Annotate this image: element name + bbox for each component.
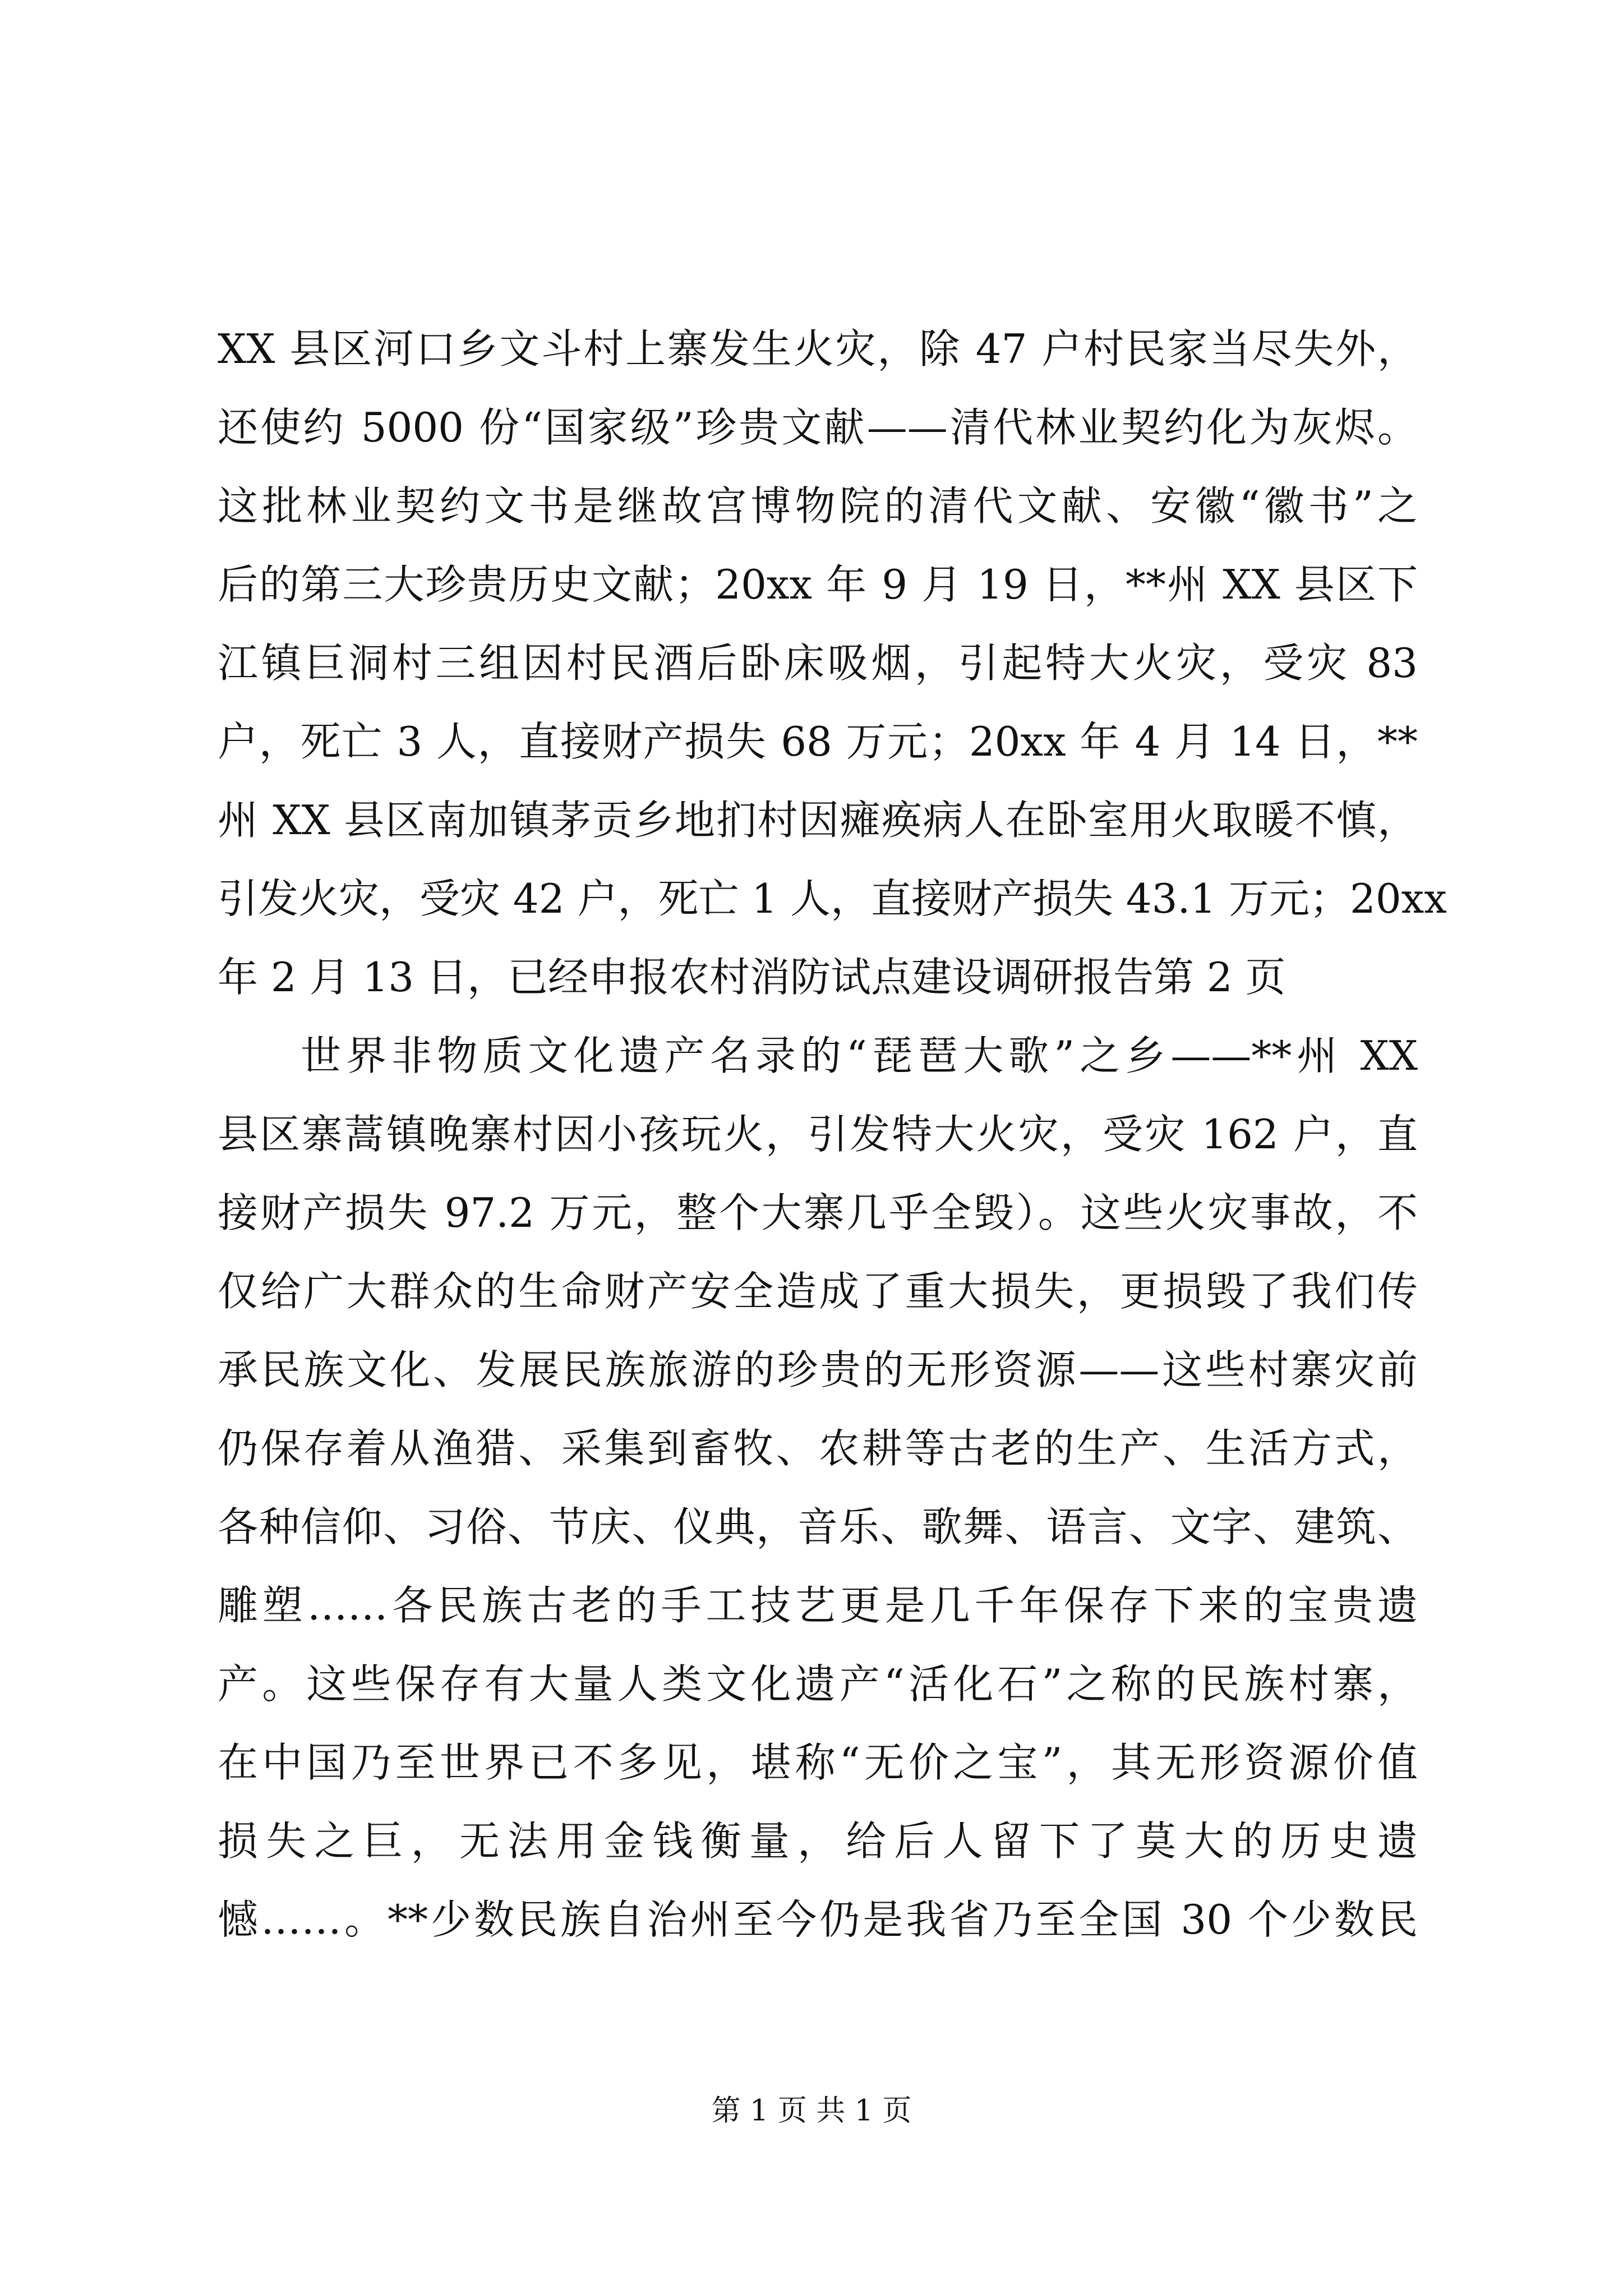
text-line: 憾……。**少数民族自治州至今仍是我省乃至全国 30 个少数民	[218, 1896, 1418, 1943]
text-line: 雕塑……各民族古老的手工技艺更是几千年保存下来的宝贵遗	[218, 1582, 1418, 1629]
text-line: 年 2 月 13 日，已经申报农村消防试点建设调研报告第 2 页	[218, 954, 1286, 1001]
text-line: 接财产损失 97.2 万元，整个大寨几乎全毁）。这些火灾事故，不	[218, 1189, 1418, 1236]
text-line: XX 县区河口乡文斗村上寨发生火灾，除 47 户村民家当尽失外，	[218, 325, 1418, 372]
text-line: 承民族文化、发展民族旅游的珍贵的无形资源——这些村寨灾前	[218, 1346, 1418, 1393]
page-number-label: 第 1 页 共 1 页	[711, 2094, 912, 2128]
text-line: 在中国乃至世界已不多见，堪称“无价之宝”，其无形资源价值	[218, 1739, 1418, 1786]
text-line: 户，死亡 3 人，直接财产损失 68 万元；20xx 年 4 月 14 日，**	[218, 718, 1418, 765]
text-line: 这批林业契约文书是继故宫博物院的清代文献、安徽“徽书”之	[218, 482, 1418, 530]
text-line: 引发火灾，受灾 42 户，死亡 1 人，直接财产损失 43.1 万元；20xx	[218, 875, 1447, 922]
text-line: 江镇巨洞村三组因村民酒后卧床吸烟，引起特大火灾，受灾 83	[218, 639, 1418, 687]
text-line: 县区寨蒿镇晚寨村因小孩玩火，引发特大火灾，受灾 162 户，直	[218, 1111, 1418, 1158]
paragraph-first-line: 世界非物质文化遗产名录的“琵琶大歌”之乡——**州 XX	[301, 1032, 1418, 1079]
text-line: 后的第三大珍贵历史文献；20xx 年 9 月 19 日，**州 XX 县区下	[218, 561, 1418, 608]
text-line: 仅给广大群众的生命财产安全造成了重大损失，更损毁了我们传	[218, 1268, 1418, 1315]
text-line: 损失之巨，无法用金钱衡量，给后人留下了莫大的历史遗	[218, 1818, 1418, 1865]
text-line: 产。这些保存有大量人类文化遗产“活化石”之称的民族村寨，	[218, 1660, 1418, 1708]
page-footer	[0, 2091, 1623, 2131]
text-line: 还使约 5000 份“国家级”珍贵文献——清代林业契约化为灰烬。	[218, 404, 1418, 451]
text-line: 各种信仰、习俗、节庆、仪典，音乐、歌舞、语言、文字、建筑、	[218, 1503, 1418, 1550]
text-line: 仍保存着从渔猎、采集到畜牧、农耕等古老的生产、生活方式，	[218, 1425, 1418, 1472]
text-line: 州 XX 县区南加镇茅贡乡地扪村因瘫痪病人在卧室用火取暖不慎，	[218, 797, 1418, 844]
document-body	[218, 310, 1447, 1959]
